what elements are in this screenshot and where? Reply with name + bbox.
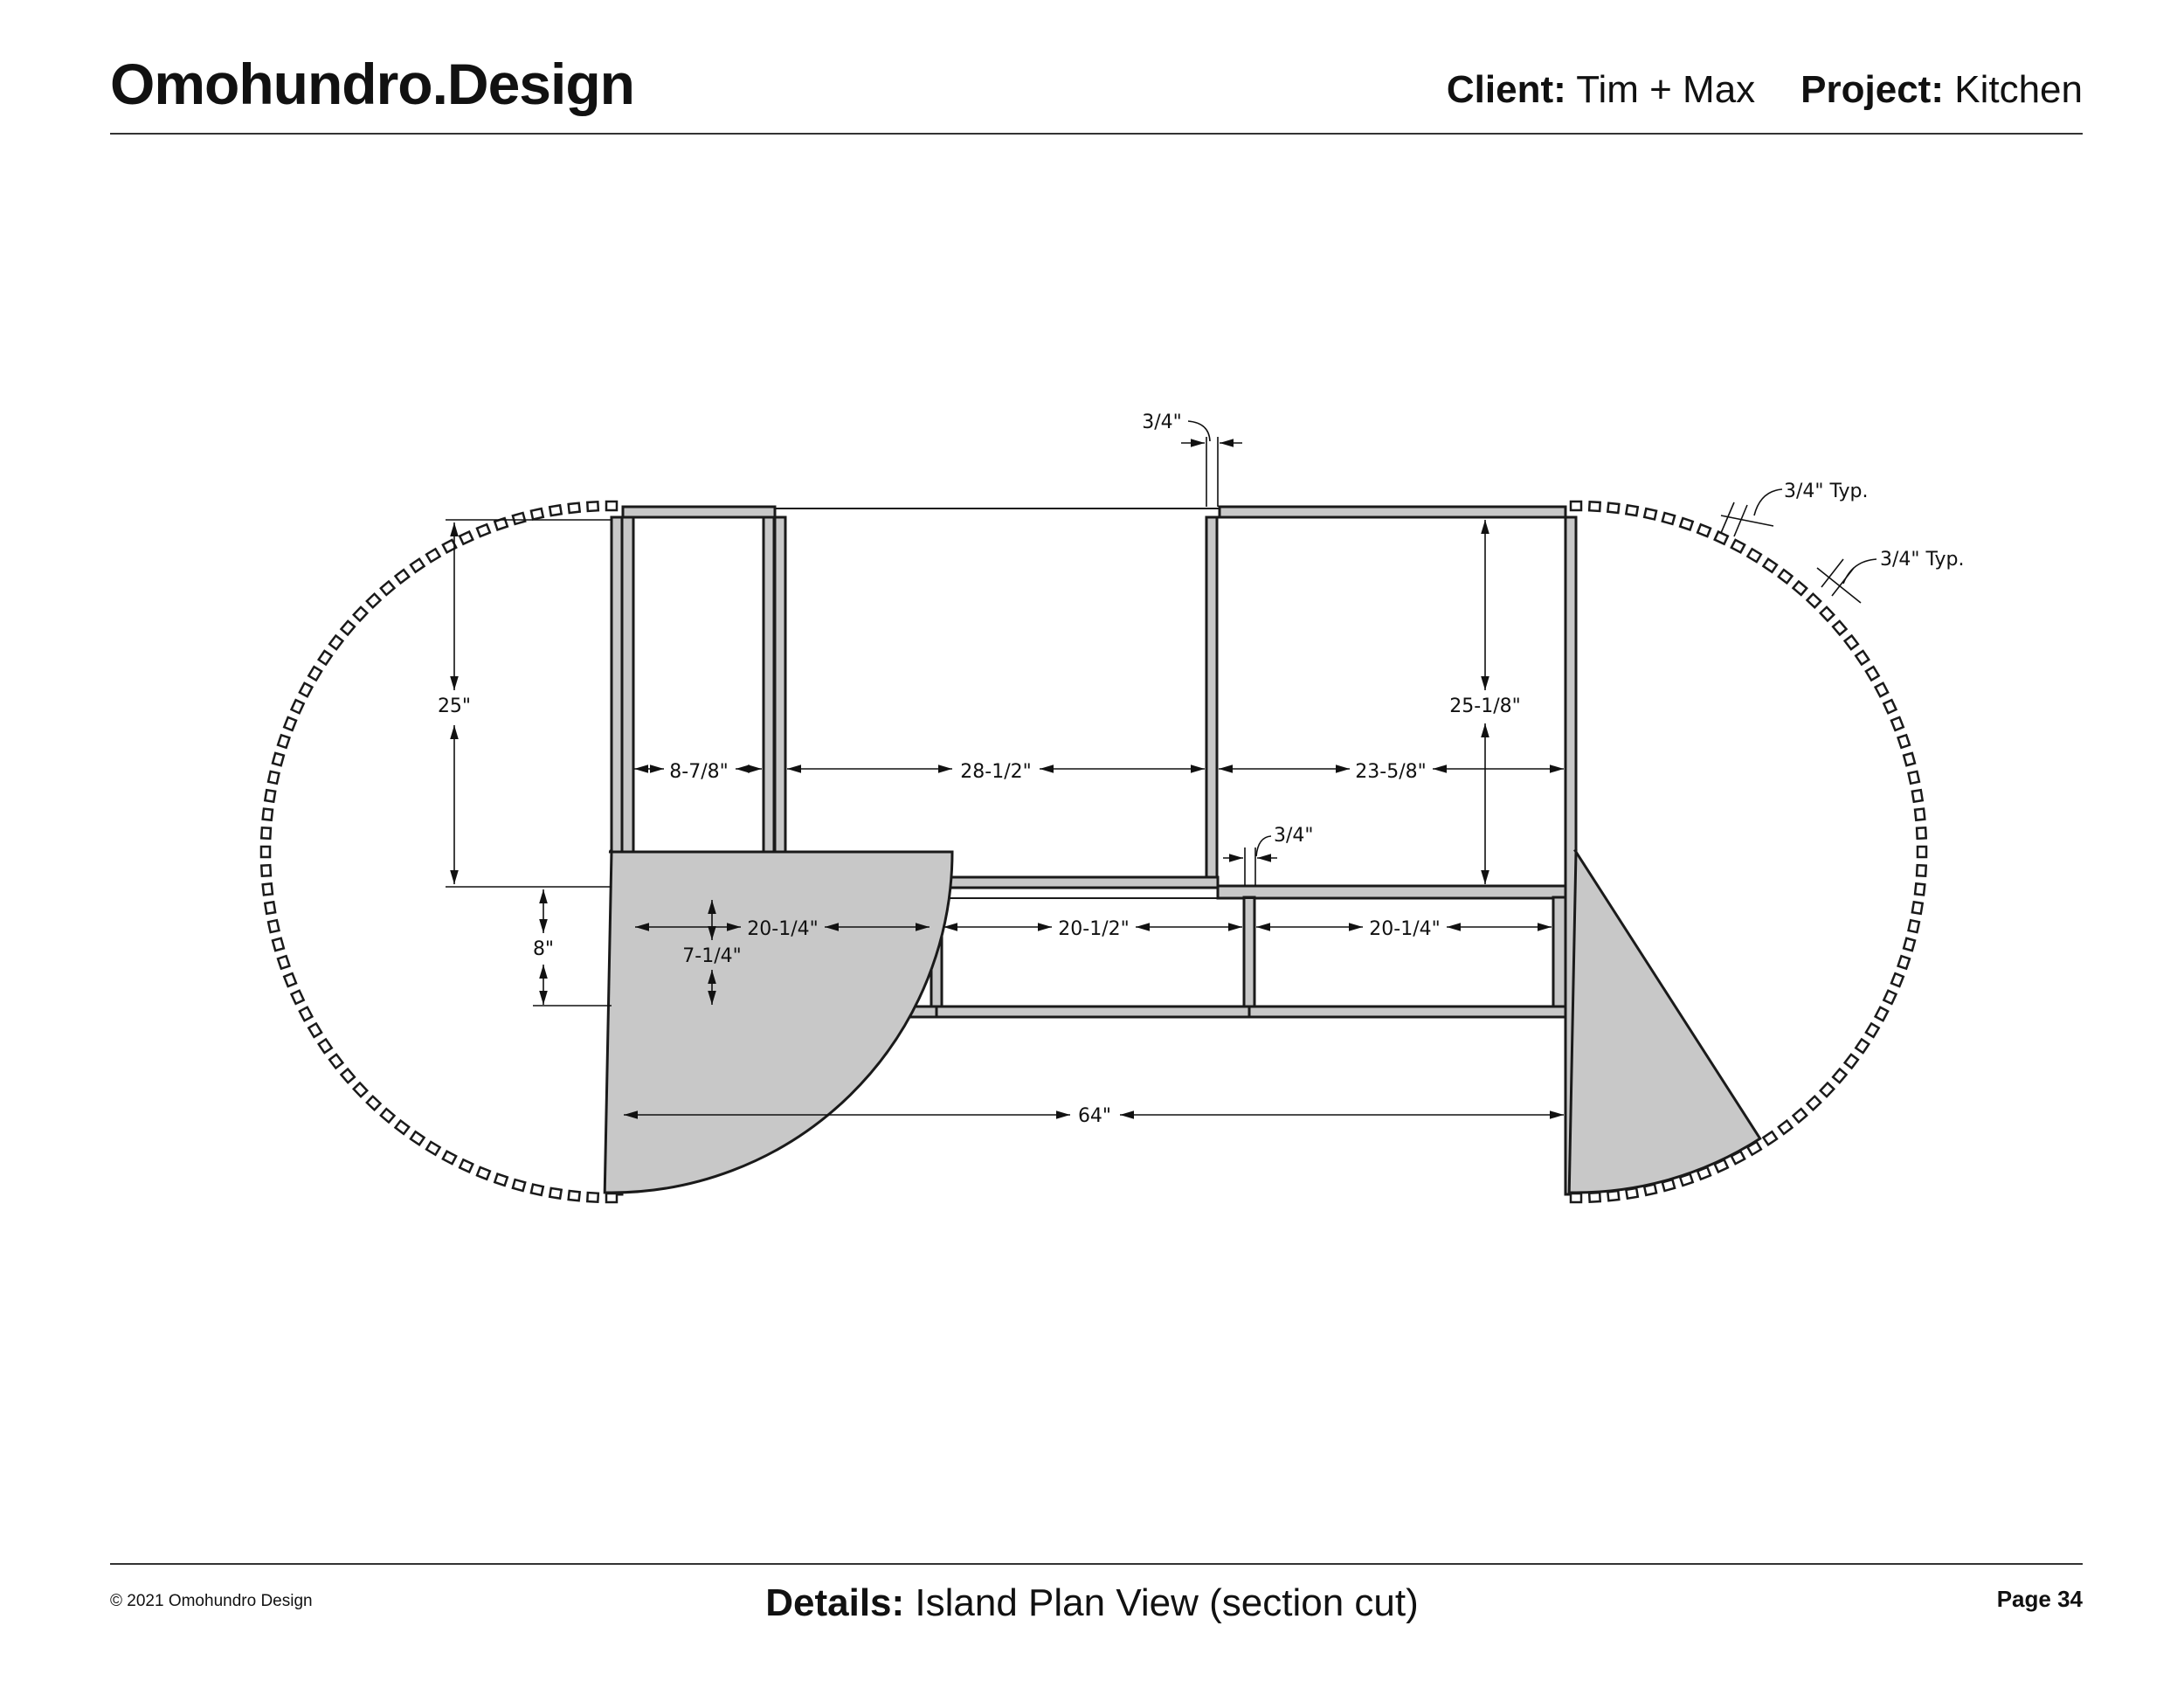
- slat-right: [1731, 540, 1745, 552]
- slat-left: [329, 1055, 342, 1069]
- slat-left: [477, 1167, 490, 1180]
- slat-left: [354, 1083, 368, 1097]
- slat-right: [1898, 956, 1910, 969]
- slat-right: [1794, 1109, 1807, 1122]
- dim-drawer-1: 20-1/4": [747, 918, 819, 940]
- curved-panel-left: [605, 850, 952, 1193]
- slat-right: [1845, 636, 1858, 650]
- slat-right: [1715, 532, 1728, 544]
- slat-left: [261, 847, 270, 857]
- slat-left: [531, 1185, 543, 1195]
- slat-right: [1697, 524, 1711, 536]
- slat-left: [261, 865, 271, 876]
- slat-right: [1856, 651, 1869, 665]
- slat-left: [292, 991, 304, 1004]
- slat-left: [265, 790, 275, 801]
- slat-right: [1918, 847, 1926, 857]
- slat-right: [1821, 1083, 1835, 1097]
- slat-right: [1680, 518, 1693, 529]
- slat-left: [300, 1007, 312, 1020]
- slat-left: [273, 938, 284, 951]
- slat-right: [1917, 865, 1926, 876]
- slat-right: [1807, 1097, 1821, 1110]
- slat-right: [1571, 502, 1581, 510]
- slat-left: [278, 735, 289, 748]
- slat-right: [1917, 827, 1926, 839]
- slat-right: [1876, 1007, 1888, 1020]
- slat-right: [1779, 570, 1793, 583]
- slat-left: [549, 505, 561, 515]
- slat-right: [1904, 753, 1915, 765]
- slat-left: [513, 513, 525, 524]
- client-value: Tim + Max: [1576, 68, 1756, 111]
- slat-right: [1891, 717, 1904, 730]
- dim-overall-width: 64": [1077, 1105, 1112, 1127]
- slat-right: [1833, 621, 1846, 635]
- slat-left: [367, 1097, 381, 1110]
- slat-left: [263, 809, 273, 820]
- drawer-right-wall: [1553, 897, 1565, 1007]
- slat-left: [396, 570, 410, 583]
- dim-panel-typ-a: 3/4" Typ.: [1784, 481, 1869, 502]
- slat-right: [1607, 1191, 1619, 1200]
- footer-divider: [110, 1563, 2083, 1565]
- leader-typ-b: [1843, 559, 1876, 584]
- divider-1a: [764, 517, 774, 877]
- slat-left: [513, 1180, 525, 1191]
- slat-left: [587, 1193, 598, 1202]
- slat-right: [1763, 559, 1777, 572]
- bottom-rail-2: [936, 1007, 1249, 1017]
- slat-right: [1866, 667, 1879, 680]
- slat-left: [268, 920, 279, 932]
- slat-right: [1883, 700, 1896, 713]
- slat-right: [1845, 1055, 1858, 1069]
- slat-left: [329, 636, 342, 650]
- slat-right: [1747, 549, 1760, 562]
- slat-left: [460, 532, 473, 544]
- slat-left: [587, 502, 598, 511]
- dim-line-typ-a: [1721, 515, 1773, 526]
- slat-left: [494, 1174, 508, 1186]
- slat-right: [1626, 505, 1637, 515]
- slat-left: [381, 581, 395, 594]
- slat-left: [261, 827, 271, 839]
- drawer-divider-2: [1244, 897, 1254, 1007]
- dim-drawer-3: 20-1/4": [1369, 918, 1441, 940]
- slat-left: [341, 1069, 354, 1083]
- slat-left: [284, 973, 296, 986]
- slat-left: [263, 883, 273, 895]
- bottom-rail-3: [1249, 1007, 1565, 1017]
- slat-right: [1644, 508, 1656, 519]
- slat-right: [1644, 1185, 1656, 1195]
- dim-top-gap: 3/4": [1142, 412, 1182, 433]
- slat-right: [1807, 594, 1821, 608]
- slat-right: [1876, 683, 1888, 696]
- top-panel-right: [1220, 507, 1565, 517]
- slat-right: [1571, 1193, 1581, 1202]
- dim-panel-typ-b: 3/4" Typ.: [1880, 549, 1965, 571]
- slat-right: [1883, 991, 1896, 1004]
- details-value: Island Plan View (section cut): [915, 1581, 1419, 1624]
- dim-bay-2: 28-1/2": [960, 761, 1032, 783]
- slat-left: [460, 1159, 473, 1172]
- slat-left: [265, 902, 275, 913]
- divider-1b: [775, 517, 785, 877]
- slat-left: [300, 683, 312, 696]
- inner-panel-a: [622, 517, 633, 884]
- slat-left: [278, 956, 289, 969]
- slat-left: [549, 1188, 561, 1199]
- slat-left: [411, 1131, 425, 1145]
- dim-drawer-2: 20-1/2": [1058, 918, 1130, 940]
- slat-right: [1607, 503, 1619, 513]
- slat-right: [1779, 1121, 1793, 1134]
- slat-left: [308, 1023, 321, 1036]
- slat-right: [1626, 1188, 1637, 1199]
- page-number: Page 34: [1996, 1586, 2083, 1612]
- shelf-right: [1218, 886, 1565, 898]
- slat-left: [411, 559, 425, 572]
- slat-right: [1589, 1193, 1600, 1202]
- slat-left: [477, 524, 490, 536]
- dim-drawer-height: 8": [532, 938, 555, 960]
- project-value: Kitchen: [1954, 68, 2083, 111]
- slat-left: [569, 503, 580, 513]
- slat-right: [1833, 1069, 1846, 1083]
- slat-right: [1912, 790, 1923, 801]
- slat-left: [606, 502, 617, 510]
- slat-right: [1821, 607, 1835, 621]
- slat-left: [367, 594, 381, 608]
- brand-title: Omohundro.Design: [110, 52, 634, 116]
- slat-right: [1912, 902, 1923, 913]
- slat-right: [1915, 809, 1925, 820]
- project-label: Project:: [1800, 68, 1944, 111]
- details-label: Details:: [765, 1581, 905, 1624]
- slat-left: [531, 508, 543, 519]
- slat-left: [396, 1121, 410, 1134]
- slat-left: [308, 667, 321, 680]
- slat-right: [1866, 1023, 1879, 1036]
- slat-left: [341, 621, 354, 635]
- slat-right: [1662, 1180, 1675, 1191]
- slat-left: [284, 717, 296, 730]
- sheet-title: [0, 1581, 2184, 1625]
- top-panel-left: [623, 507, 775, 517]
- dim-right-height: 25-1/8": [1449, 695, 1521, 717]
- slat-left: [354, 607, 368, 621]
- slat-left: [292, 700, 304, 713]
- slat-right: [1891, 973, 1904, 986]
- slat-left: [606, 1193, 617, 1202]
- dim-bay-1: 8-7/8": [669, 761, 729, 783]
- slat-right: [1662, 513, 1675, 524]
- slat-right: [1904, 938, 1915, 951]
- dim-mid-gap: 3/4": [1274, 825, 1314, 847]
- dim-left-height: 25": [437, 695, 472, 717]
- copyright-text: © 2021 Omohundro Design: [110, 1592, 313, 1610]
- slat-right: [1915, 883, 1925, 895]
- slat-right: [1909, 920, 1919, 932]
- slat-right: [1909, 771, 1919, 784]
- slat-right: [1680, 1174, 1693, 1186]
- slat-left: [426, 1142, 439, 1155]
- slat-right: [1856, 1039, 1869, 1053]
- slat-right: [1763, 1131, 1777, 1145]
- slat-left: [381, 1109, 395, 1122]
- dim-bay-3: 23-5/8": [1355, 761, 1427, 783]
- divider-2: [1206, 517, 1217, 877]
- slat-left: [443, 1152, 456, 1164]
- client-label: Client:: [1446, 68, 1566, 111]
- slat-left: [569, 1191, 580, 1200]
- leader-mid-gap: [1256, 836, 1271, 856]
- slat-left: [268, 771, 279, 784]
- curved-panel-right: [1569, 850, 1760, 1193]
- slat-left: [426, 549, 439, 562]
- slat-left: [319, 651, 332, 665]
- slat-right: [1898, 735, 1910, 748]
- leader-typ-a: [1754, 489, 1782, 515]
- slat-right: [1794, 581, 1807, 594]
- slat-left: [273, 753, 284, 765]
- slat-left: [319, 1039, 332, 1053]
- slat-right: [1589, 502, 1600, 511]
- dim-drawer-inner: 7-1/4": [682, 945, 742, 967]
